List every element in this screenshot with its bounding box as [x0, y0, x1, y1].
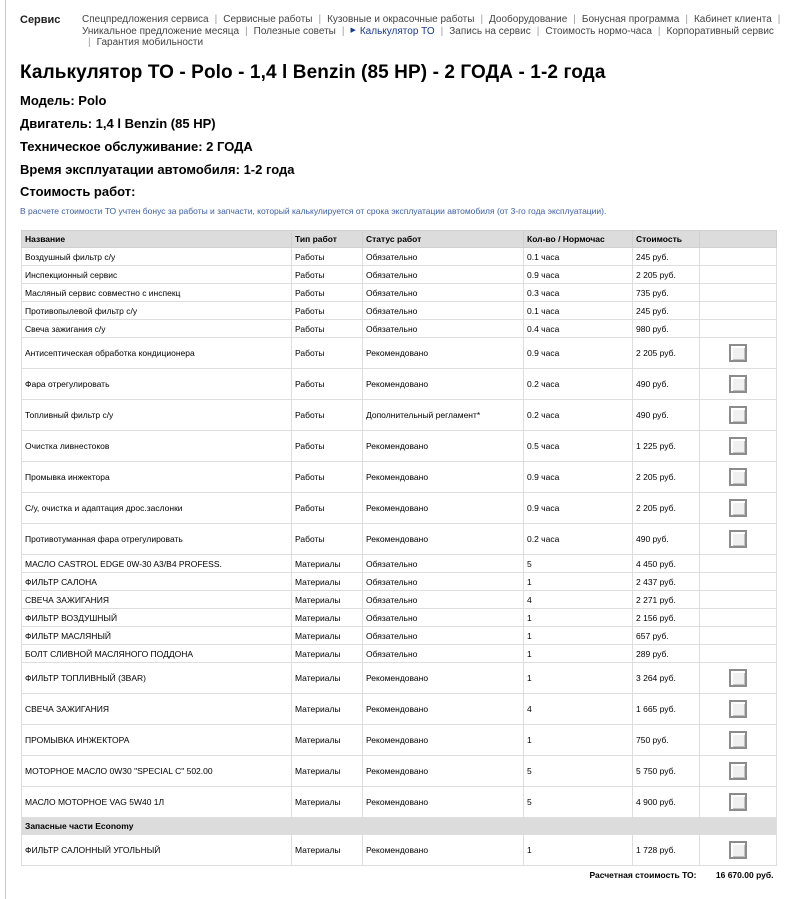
nav-separator: |	[440, 26, 444, 37]
cell-type: Работы	[292, 284, 363, 302]
cell-name: ФИЛЬТР МАСЛЯНЫЙ	[22, 627, 292, 645]
nav-separator: |	[341, 26, 345, 37]
cell-cost: 2 205 руб.	[633, 493, 700, 524]
cell-cost: 1 728 руб.	[633, 835, 700, 866]
cell-type: Материалы	[292, 591, 363, 609]
nav-link[interactable]	[82, 26, 239, 37]
nav-link-label: Бонусная программа	[581, 14, 680, 25]
nav-link-label: Стоимость нормо-часа	[545, 26, 652, 37]
cell-cost: 657 руб.	[633, 627, 700, 645]
cell-name: Топливный фильтр с/у	[22, 400, 292, 431]
table-row	[22, 627, 777, 645]
cell-name: СВЕЧА ЗАЖИГАНИЯ	[22, 694, 292, 725]
cell-cost: 245 руб.	[633, 302, 700, 320]
table-row	[22, 338, 777, 369]
nav-link-label: Калькулятор ТО	[359, 26, 435, 37]
cell-name: БОЛТ СЛИВНОЙ МАСЛЯНОГО ПОДДОНА	[22, 645, 292, 663]
cell-status: Обязательно	[363, 320, 524, 338]
include-checkbox[interactable]	[729, 437, 747, 455]
cell-status: Обязательно	[363, 573, 524, 591]
table-row	[22, 266, 777, 284]
col-header-qty: Кол-во / Нормочас	[524, 231, 633, 248]
nav-link-label: Гарантия мобильности	[96, 37, 204, 48]
cell-name: МОТОРНОЕ МАСЛО 0W30 "SPECIAL C" 502.00	[22, 756, 292, 787]
cell-status: Рекомендовано	[363, 431, 524, 462]
cell-cost: 490 руб.	[633, 524, 700, 555]
table-row	[22, 493, 777, 524]
cell-name: ПРОМЫВКА ИНЖЕКТОРА	[22, 725, 292, 756]
cell-status: Рекомендовано	[363, 493, 524, 524]
total-row	[22, 866, 777, 884]
cell-cost: 735 руб.	[633, 284, 700, 302]
cell-qty: 0.3 часа	[524, 284, 633, 302]
cell-cost: 289 руб.	[633, 645, 700, 663]
table-row	[22, 302, 777, 320]
cell-cost: 3 264 руб.	[633, 663, 700, 694]
cell-type: Материалы	[292, 573, 363, 591]
cell-qty: 4	[524, 694, 633, 725]
nav-separator: |	[88, 37, 91, 48]
cell-select	[700, 573, 777, 591]
cell-select	[700, 663, 777, 694]
table-row	[22, 284, 777, 302]
cell-qty: 0.9 часа	[524, 338, 633, 369]
cell-status: Обязательно	[363, 627, 524, 645]
include-checkbox[interactable]	[729, 793, 747, 811]
cell-name: ФИЛЬТР ВОЗДУШНЫЙ	[22, 609, 292, 627]
cell-type: Материалы	[292, 555, 363, 573]
cell-status: Рекомендовано	[363, 524, 524, 555]
include-checkbox[interactable]	[729, 499, 747, 517]
nav-link[interactable]	[254, 26, 336, 37]
include-checkbox[interactable]	[729, 762, 747, 780]
cell-select	[700, 266, 777, 284]
cell-type: Работы	[292, 431, 363, 462]
cell-type: Материалы	[292, 787, 363, 818]
cell-select	[700, 645, 777, 663]
nav-separator: |	[685, 14, 688, 25]
cell-status: Рекомендовано	[363, 694, 524, 725]
nav-link-label: Спецпредложения сервиса	[82, 14, 209, 25]
cell-name: С/у, очистка и адаптация дрос.заслонки	[22, 493, 292, 524]
table-row	[22, 462, 777, 493]
cell-qty: 5	[524, 787, 633, 818]
cell-qty: 1	[524, 645, 633, 663]
service-line: Техническое обслуживание: 2 ГОДА	[20, 139, 253, 154]
cell-select	[700, 400, 777, 431]
table-row	[22, 320, 777, 338]
nav-section-title: Сервис	[20, 14, 61, 26]
nav-separator: |	[777, 14, 781, 25]
cell-status: Рекомендовано	[363, 462, 524, 493]
table-row	[22, 248, 777, 266]
cell-type: Работы	[292, 266, 363, 284]
cell-type: Материалы	[292, 609, 363, 627]
cell-status: Обязательно	[363, 266, 524, 284]
cell-name: Свеча зажигания с/у	[22, 320, 292, 338]
cell-name: МАСЛО CASTROL EDGE 0W-30 A3/B4 PROFESS.	[22, 555, 292, 573]
cell-select	[700, 609, 777, 627]
cell-name: Воздушный фильтр с/у	[22, 248, 292, 266]
table-row	[22, 524, 777, 555]
cell-select	[700, 338, 777, 369]
cell-qty: 1	[524, 573, 633, 591]
nav-link[interactable]	[350, 25, 434, 37]
include-checkbox[interactable]	[729, 375, 747, 393]
table-row	[22, 431, 777, 462]
nav-links	[82, 14, 788, 48]
cell-status: Дополнительный регламент*	[363, 400, 524, 431]
cell-qty: 1	[524, 627, 633, 645]
cell-qty: 1	[524, 609, 633, 627]
cell-select	[700, 756, 777, 787]
col-header-select	[700, 231, 777, 248]
cell-cost: 2 437 руб.	[633, 573, 700, 591]
cell-type: Материалы	[292, 645, 363, 663]
cell-cost: 490 руб.	[633, 400, 700, 431]
cell-qty: 0.2 часа	[524, 369, 633, 400]
nav-separator: |	[480, 14, 484, 25]
cell-select	[700, 248, 777, 266]
cell-select	[700, 369, 777, 400]
cell-cost: 1 225 руб.	[633, 431, 700, 462]
table-row	[22, 645, 777, 663]
table-row	[22, 555, 777, 573]
cell-qty: 5	[524, 756, 633, 787]
cell-select	[700, 835, 777, 866]
nav-link[interactable]	[667, 26, 774, 37]
cell-qty: 5	[524, 555, 633, 573]
cell-select	[700, 462, 777, 493]
cell-qty: 0.9 часа	[524, 493, 633, 524]
page-title: Калькулятор ТО - Polo - 1,4 l Benzin (85 HP) - 2 ГОДА - 1-2 года	[20, 62, 606, 83]
cell-name: ФИЛЬТР САЛОНА	[22, 573, 292, 591]
cell-status: Рекомендовано	[363, 369, 524, 400]
cell-qty: 0.1 часа	[524, 302, 633, 320]
bonus-note: В расчете стоимости ТО учтен бонус за работы и запчасти, который калькулируется от срока эксплуатации автомобиля (от 3-го года эксплуатации).	[20, 206, 607, 216]
cell-status: Обязательно	[363, 591, 524, 609]
cell-select	[700, 591, 777, 609]
nav-separator: |	[214, 14, 218, 25]
cell-select	[700, 627, 777, 645]
cell-type: Работы	[292, 400, 363, 431]
total-value: 16 670.00 руб.	[715, 869, 774, 880]
cell-status: Рекомендовано	[363, 835, 524, 866]
nav-separator: |	[245, 26, 248, 37]
cell-name: Очистка ливнестоков	[22, 431, 292, 462]
cell-select	[700, 725, 777, 756]
nav-link-label: Кузовные и окрасочные работы	[327, 14, 475, 25]
cell-cost: 245 руб.	[633, 248, 700, 266]
cell-qty: 0.2 часа	[524, 524, 633, 555]
cell-cost: 750 руб.	[633, 725, 700, 756]
table-row	[22, 787, 777, 818]
nav-separator: |	[536, 26, 540, 37]
cost-table	[21, 230, 777, 884]
cell-qty: 0.2 часа	[524, 400, 633, 431]
include-checkbox[interactable]	[729, 406, 747, 424]
cell-type: Работы	[292, 524, 363, 555]
nav-link[interactable]	[489, 14, 567, 25]
nav-link[interactable]	[223, 14, 312, 25]
cell-cost: 490 руб.	[633, 369, 700, 400]
cell-status: Обязательно	[363, 645, 524, 663]
include-checkbox[interactable]	[729, 468, 747, 486]
cell-status: Рекомендовано	[363, 663, 524, 694]
cell-cost: 2 205 руб.	[633, 338, 700, 369]
nav-link[interactable]	[582, 14, 679, 25]
col-header-cost: Стоимость	[633, 231, 700, 248]
nav-link-label: Полезные советы	[253, 26, 336, 37]
nav-link[interactable]	[97, 37, 203, 48]
cell-type: Работы	[292, 369, 363, 400]
cell-status: Рекомендовано	[363, 725, 524, 756]
cell-type: Материалы	[292, 694, 363, 725]
nav-link[interactable]	[449, 26, 530, 37]
cell-qty: 0.9 часа	[524, 266, 633, 284]
cell-type: Работы	[292, 462, 363, 493]
cell-type: Работы	[292, 493, 363, 524]
col-header-type: Тип работ	[292, 231, 363, 248]
cell-type: Работы	[292, 338, 363, 369]
cell-qty: 1	[524, 663, 633, 694]
table-row	[22, 369, 777, 400]
cell-status: Рекомендовано	[363, 756, 524, 787]
cell-name: Антисептическая обработка кондиционера	[22, 338, 292, 369]
include-checkbox[interactable]	[729, 841, 747, 859]
cell-name: МАСЛО МОТОРНОЕ VAG 5W40 1Л	[22, 787, 292, 818]
table-row	[22, 694, 777, 725]
cell-type: Материалы	[292, 835, 363, 866]
model-line: Модель: Polo	[20, 93, 107, 108]
cell-name: Масляный сервис совместно с инспекц	[22, 284, 292, 302]
nav-link-label: Уникальное предложение месяца	[82, 26, 240, 37]
cell-status: Обязательно	[363, 555, 524, 573]
cell-status: Обязательно	[363, 284, 524, 302]
cell-select	[700, 284, 777, 302]
cell-cost: 2 271 руб.	[633, 591, 700, 609]
nav-separator: |	[318, 14, 322, 25]
table-header-row	[22, 231, 777, 248]
table-row	[22, 756, 777, 787]
include-checkbox[interactable]	[729, 530, 747, 548]
cell-cost: 2 156 руб.	[633, 609, 700, 627]
include-checkbox[interactable]	[729, 700, 747, 718]
nav-link[interactable]	[82, 14, 209, 25]
cell-cost: 1 665 руб.	[633, 694, 700, 725]
cell-cost: 5 750 руб.	[633, 756, 700, 787]
section-row-economy	[22, 818, 777, 835]
cell-name: СВЕЧА ЗАЖИГАНИЯ	[22, 591, 292, 609]
cell-name: Противопылевой фильтр с/у	[22, 302, 292, 320]
cell-type: Работы	[292, 320, 363, 338]
usage-line: Время эксплуатации автомобиля: 1-2 года	[20, 162, 295, 177]
table-row	[22, 591, 777, 609]
nav-separator: |	[573, 14, 576, 25]
cell-name: Инспекционный сервис	[22, 266, 292, 284]
cost-heading: Стоимость работ:	[20, 184, 136, 199]
nav-link[interactable]	[694, 14, 772, 25]
include-checkbox[interactable]	[729, 344, 747, 362]
cell-type: Материалы	[292, 663, 363, 694]
cell-select	[700, 694, 777, 725]
cell-select	[700, 555, 777, 573]
col-header-name: Название	[22, 231, 292, 248]
cell-type: Материалы	[292, 756, 363, 787]
cell-type: Материалы	[292, 627, 363, 645]
nav-link[interactable]	[545, 26, 652, 37]
active-arrow-icon: ▶	[350, 27, 356, 34]
cell-status: Обязательно	[363, 302, 524, 320]
table-row	[22, 400, 777, 431]
section-label: Запасные части Economy	[22, 818, 777, 835]
cell-name: Противотуманная фара отрегулировать	[22, 524, 292, 555]
cell-qty: 0.9 часа	[524, 462, 633, 493]
cell-type: Материалы	[292, 725, 363, 756]
cell-status: Обязательно	[363, 609, 524, 627]
cell-name: Фара отрегулировать	[22, 369, 292, 400]
cell-cost: 2 205 руб.	[633, 266, 700, 284]
include-checkbox[interactable]	[729, 669, 747, 687]
nav-link-label: Запись на сервис	[449, 26, 531, 37]
cell-cost: 2 205 руб.	[633, 462, 700, 493]
cell-cost: 980 руб.	[633, 320, 700, 338]
cell-select	[700, 302, 777, 320]
cell-name: ФИЛЬТР ТОПЛИВНЫЙ (3BAR)	[22, 663, 292, 694]
table-row	[22, 835, 777, 866]
cell-cost: 4 900 руб.	[633, 787, 700, 818]
include-checkbox[interactable]	[729, 731, 747, 749]
cell-name: Промывка инжектора	[22, 462, 292, 493]
cell-status: Рекомендовано	[363, 787, 524, 818]
cell-type: Работы	[292, 248, 363, 266]
cell-qty: 0.1 часа	[524, 248, 633, 266]
table-row	[22, 725, 777, 756]
nav-link-label: Дооборудование	[489, 14, 568, 25]
page-left-border	[5, 0, 6, 899]
cell-select	[700, 787, 777, 818]
cell-select	[700, 431, 777, 462]
nav-link[interactable]	[327, 14, 474, 25]
total-label: Расчетная стоимость ТО:	[589, 869, 697, 880]
engine-line: Двигатель: 1,4 l Benzin (85 HP)	[20, 116, 216, 131]
cell-qty: 4	[524, 591, 633, 609]
cell-qty: 1	[524, 725, 633, 756]
cell-name: ФИЛЬТР САЛОННЫЙ УГОЛЬНЫЙ	[22, 835, 292, 866]
cell-qty: 1	[524, 835, 633, 866]
nav-separator: |	[657, 26, 661, 37]
table-row	[22, 663, 777, 694]
nav-link-label: Сервисные работы	[223, 14, 313, 25]
cell-select	[700, 493, 777, 524]
nav-link-label: Корпоративный сервис	[666, 26, 774, 37]
cell-status: Обязательно	[363, 248, 524, 266]
table-row	[22, 609, 777, 627]
table-row	[22, 573, 777, 591]
cell-cost: 4 450 руб.	[633, 555, 700, 573]
cell-select	[700, 524, 777, 555]
cell-qty: 0.4 часа	[524, 320, 633, 338]
cell-select	[700, 320, 777, 338]
cell-type: Работы	[292, 302, 363, 320]
nav-link-label: Кабинет клиента	[693, 14, 772, 25]
cell-qty: 0.5 часа	[524, 431, 633, 462]
cell-status: Рекомендовано	[363, 338, 524, 369]
col-header-status: Статус работ	[363, 231, 524, 248]
